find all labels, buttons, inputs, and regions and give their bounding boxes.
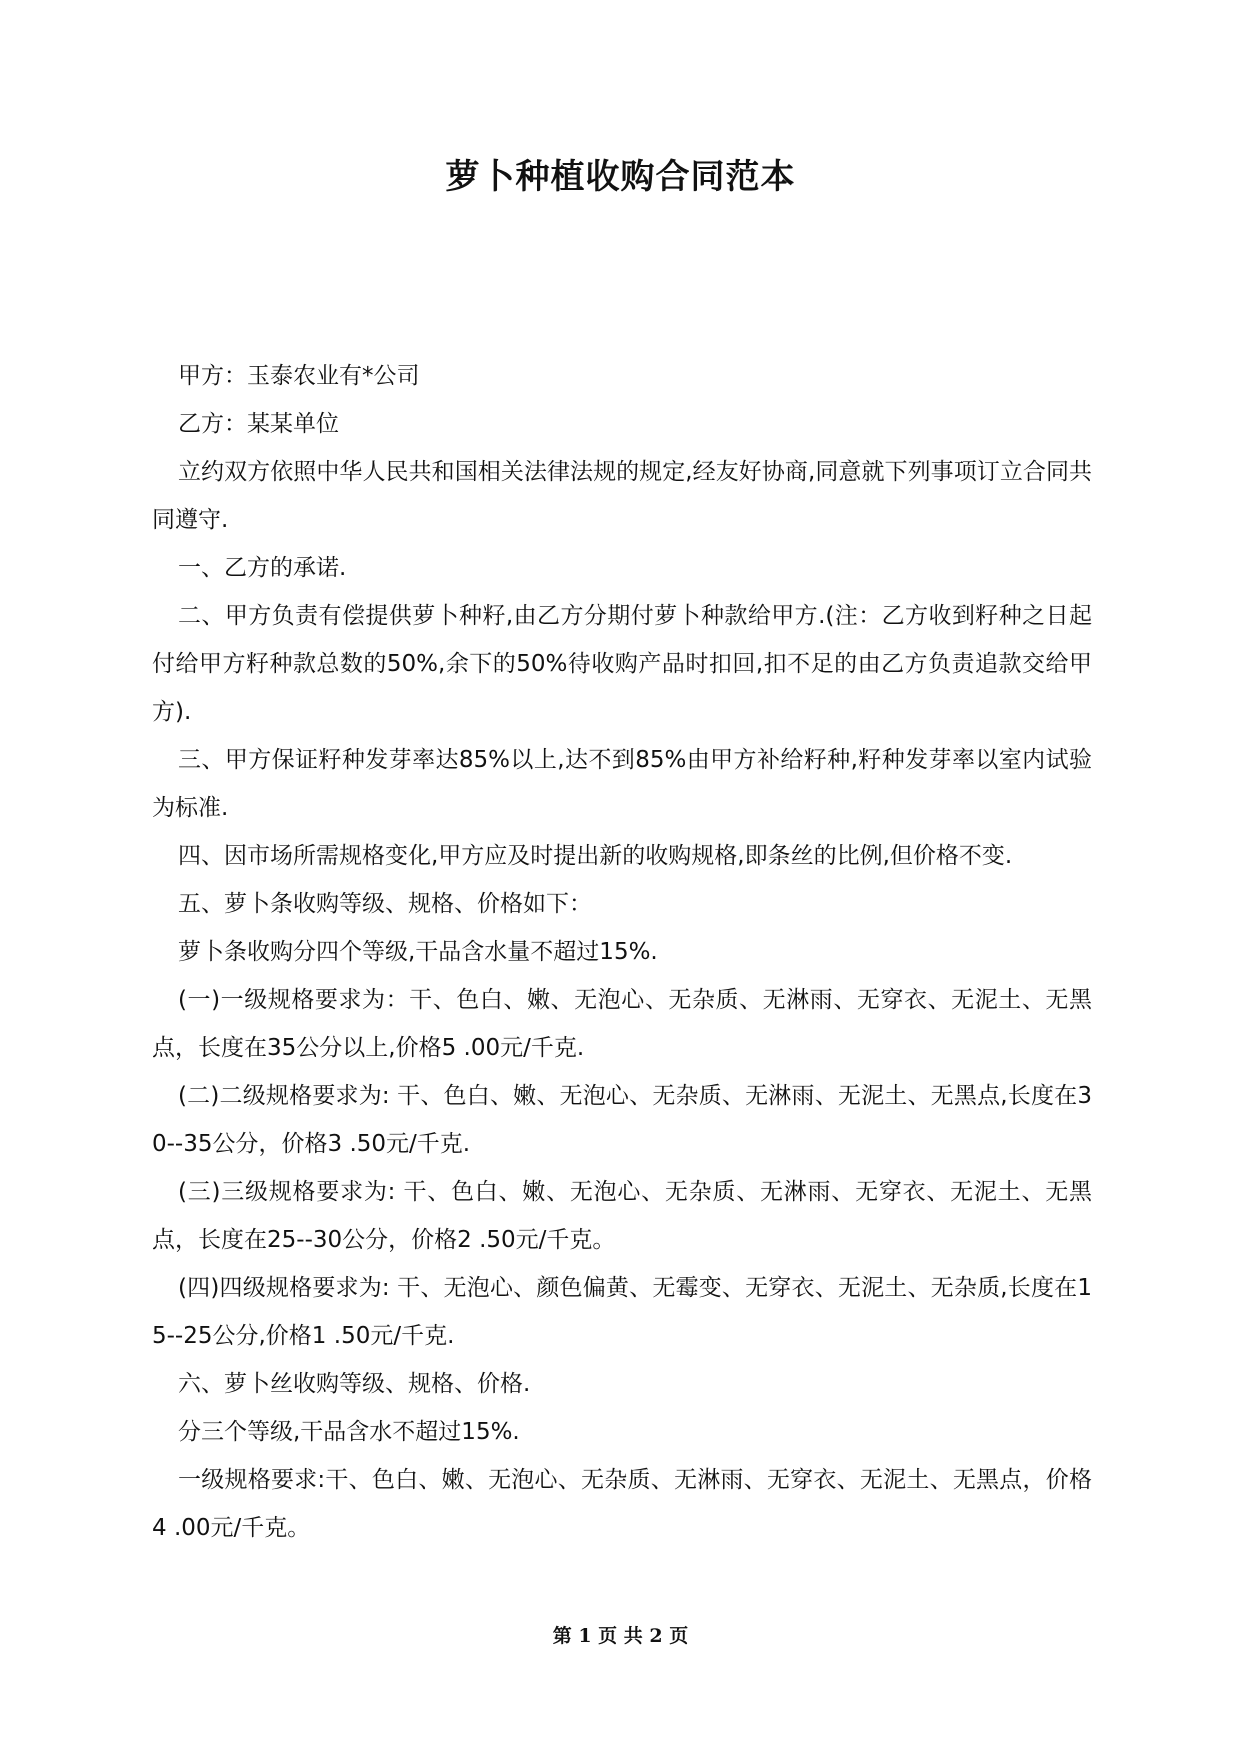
clause-4: 四、因市场所需规格变化,甲方应及时提出新的收购规格,即条丝的比例,但价格不变. bbox=[178, 843, 1013, 869]
clause-5-intro: 萝卜条收购分四个等级,干品含水量不超过15%. bbox=[178, 939, 658, 965]
document-body bbox=[152, 352, 1092, 1552]
clause-1: 一、乙方的承诺. bbox=[178, 555, 347, 581]
party-b: 乙方：某某单位 bbox=[178, 411, 339, 437]
shred-grade-1-spec: 一级规格要求:干、色白、嫩、无泡心、无杂质、无淋雨、无穿衣、无泥土、无黑点，价格4 .00元/千克。 bbox=[152, 1467, 1092, 1541]
clause-5: 五、萝卜条收购等级、规格、价格如下： bbox=[178, 891, 592, 917]
clause-6-intro: 分三个等级,干品含水不超过15%. bbox=[178, 1419, 520, 1445]
preamble: 立约双方依照中华人民共和国相关法律法规的规定,经友好协商,同意就下列事项订立合同共同遵守. bbox=[152, 459, 1092, 533]
grade-2-spec: (二)二级规格要求为: 干、色白、嫩、无泡心、无杂质、无淋雨、无泥土、无黑点,长度在30--35公分，价格3 .50元/千克. bbox=[152, 1083, 1092, 1157]
grade-3-spec: (三)三级规格要求为: 干、色白、嫩、无泡心、无杂质、无淋雨、无穿衣、无泥土、无黑点，长度在25--30公分，价格2 .50元/千克。 bbox=[152, 1179, 1092, 1253]
clause-6: 六、萝卜丝收购等级、规格、价格. bbox=[178, 1371, 531, 1397]
grade-1-spec: (一)一级规格要求为：干、色白、嫩、无泡心、无杂质、无淋雨、无穿衣、无泥土、无黑点，长度在35公分以上,价格5 .00元/千克. bbox=[152, 987, 1092, 1061]
clause-2: 二、甲方负责有偿提供萝卜种籽,由乙方分期付萝卜种款给甲方.(注：乙方收到籽种之日起付给甲方籽种款总数的50%,余下的50%待收购产品时扣回,扣不足的由乙方负责追款交给甲方). bbox=[152, 603, 1092, 725]
party-a: 甲方：玉泰农业有*公司 bbox=[178, 363, 420, 389]
grade-4-spec: (四)四级规格要求为: 干、无泡心、颜色偏黄、无霉变、无穿衣、无泥土、无杂质,长度在15--25公分,价格1 .50元/千克. bbox=[152, 1275, 1092, 1349]
clause-3: 三、甲方保证籽种发芽率达85%以上,达不到85%由甲方补给籽种,籽种发芽率以室内试验为标准. bbox=[152, 747, 1092, 821]
page-footer: 第 1 页 共 2 页 bbox=[552, 1625, 689, 1647]
document-title: 萝卜种植收购合同范本 bbox=[445, 157, 796, 197]
